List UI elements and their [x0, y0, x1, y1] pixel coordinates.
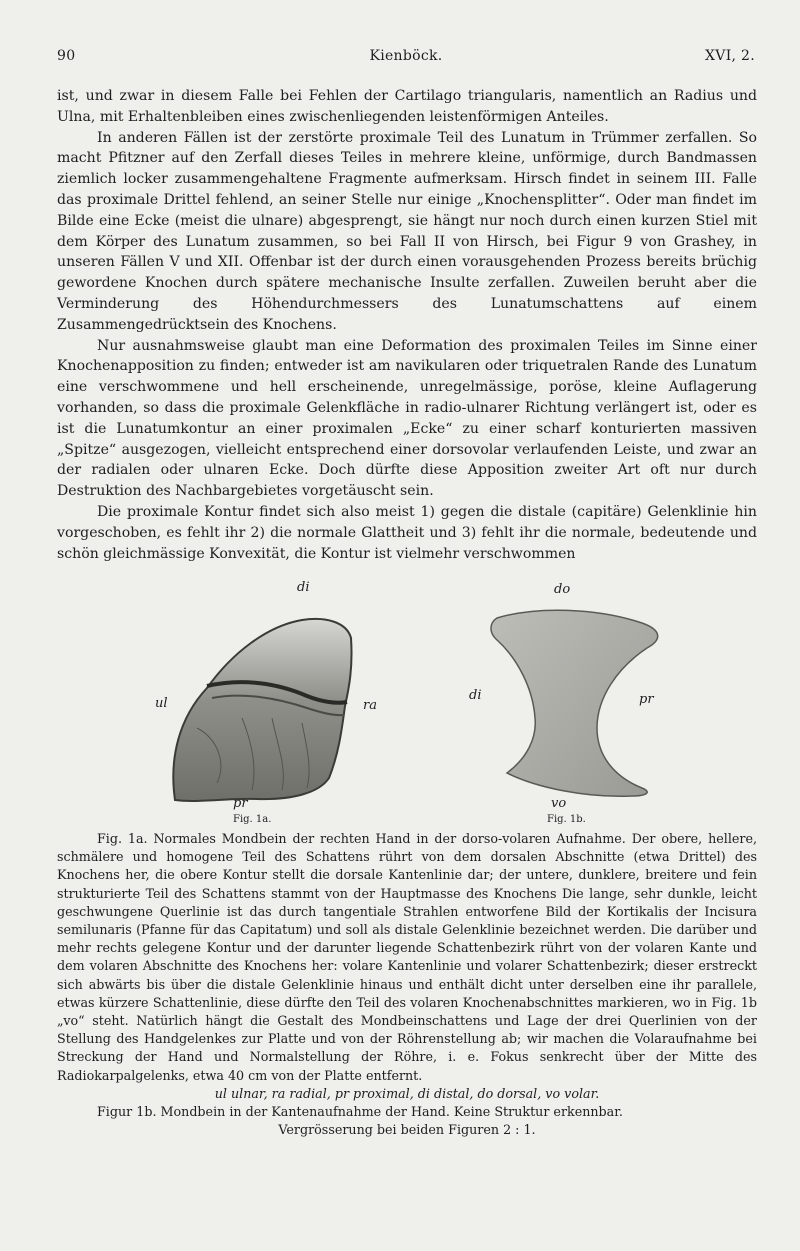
label-ra: ra	[363, 698, 377, 713]
paragraph: In anderen Fällen ist der zerstörte proximale Teil des Lunatum in Trümmer zerfallen. So macht Pfitzner auf den Zerfall dieses Teiles in mehrere kleine, unförmige, durch Bandmassen ziemlich locker zusammengehaltene Fragmente aufmerksam. Hirsch findet in seinem III. Falle das proximale Drittel fehlend, an seiner Stelle nur einige „Knochensplitter“. Oder man findet im Bilde eine Ecke (meist die ulnare) abgesprengt, sie hängt nur noch durch einen kurzen Stiel mit dem Körper des Lunatum zusammen, so bei Fall II von Hirsch, bei Figur 9 von Grashey, in unseren Fällen V und XII. Offenbar ist der durch einen vorausgehenden Prozess bereits brüchig gewordene Knochen durch spätere mechanische Insulte zerfallen. Zuweilen beruht aber die Verminderung des Höhendurchmessers des Lunatumschattens auf einem Zusammengedrücktsein des Knochens.	[57, 129, 757, 333]
fig-1a-caption: Fig. 1a.	[233, 814, 272, 825]
page-number: 90	[57, 48, 76, 64]
label-di-1b: di	[469, 688, 482, 703]
caption-magnification: Vergrösserung bei beiden Figuren 2 : 1.	[278, 1122, 536, 1138]
label-do: do	[554, 582, 571, 597]
fig-1b-drawing	[491, 610, 658, 796]
body-text	[57, 86, 757, 564]
label-pr-1a: pr	[233, 796, 248, 811]
label-di-1a: di	[297, 580, 310, 595]
caption-legend: ul ulnar, ra radial, pr proximal, di distal, do dorsal, vo volar.	[214, 1085, 600, 1101]
running-header	[57, 48, 755, 70]
label-vo: vo	[551, 796, 567, 811]
paragraph: Nur ausnahmsweise glaubt man eine Deformation des proximalen Teiles im Sinne einer Knochenapposition zu finden; entweder ist am navikularen oder triquetralen Rande des Lunatum eine verschwommene und hell erscheinende, unregelmässige, poröse, kleine Auflagerung vorhanden, so dass die proximale Gelenkfläche in radio-ulnarer Richtung verlängert ist, oder es ist die Lunatumkontur an einer proximalen „Ecke“ zu einer scharf konturierten massiven „Spitze“ ausgezogen, vielleicht entsprechend einer dorsovolar verlaufenden Leiste, und zwar an der radialen oder ulnaren Ecke. Doch dürfte diese Apposition zweiter Art oft nur durch Destruktion des Nachbargebietes vorgetäuscht sein.	[57, 337, 757, 500]
label-pr-1b: pr	[639, 692, 654, 707]
paragraph: ist, und zwar in diesem Falle bei Fehlen der Cartilago triangularis, namentlich an Radius und Ulna, mit Erhaltenbleiben eines zwischenliegenden leistenförmigen Anteiles.	[57, 88, 757, 125]
volume-number: XVI, 2.	[705, 48, 755, 64]
paragraph: Die proximale Kontur findet sich also meist 1) gegen die distale (capitäre) Gelenklinie hin vorgeschoben, es fehlt ihr 2) die normale Glattheit und 3) fehlt ihr die normale, bedeutende und schön gleichmässige Konvexität, die Kontur ist vielmehr verschwommen	[57, 503, 757, 562]
caption-fig1a: Fig. 1a. Normales Mondbein der rechten Hand in der dorso-volaren Aufnahme. Der obere, hellere, schmälere und homogene Teil des Schattens rührt von dem dorsalen Abschnitte (etwa Drittel) des Knochens her, die obere Kontur stellt die dorsale Kantenlinie dar; der untere, dunklere, breitere und fein strukturierte Teil des Schattens stammt von der Hauptmasse des Knochens Die lange, sehr dunkle, leicht geschwungene Querlinie ist das durch tangentiale Strahlen entworfene Bild der Kortikalis der Incisura semilunaris (Pfanne für das Capitatum) und soll als distale Gelenklinie bezeichnet werden. Die darüber und mehr rechts gelegene Kontur und der darunter liegende Schattenbezirk rührt von der volaren Kante und dem volaren Abschnitte des Knochens her: volare Kantenlinie und volarer Schattenbezirk; dieser erstreckt sich abwärts bis über die distale Gelenklinie hinaus und enthält dicht unter derselben eine ihr parallele, etwas kürzere Schattenlinie, diese dürfte den Teil des volaren Knochenabschnittes markieren, wo in Fig. 1b „vo“ steht. Natürlich hängt die Gestalt des Mondbeinschattens und Lage der drei Querlinien von der Stellung des Handgelenkes zur Platte und von der Röhrenstellung ab; wir machen die Volaraufnahme bei Streckung der Hand und Normalstellung der Röhre, i. e. Fokus senkrecht über der Mitte des Radiokarpalgelenks, etwa 40 cm von der Platte entfernt.	[57, 831, 757, 1083]
label-ul: ul	[155, 696, 168, 711]
caption-fig1b: Figur 1b. Mondbein in der Kantenaufnahme der Hand. Keine Struktur erkennbar.	[97, 1104, 623, 1120]
figure-caption	[57, 830, 757, 1139]
running-title: Kienböck.	[369, 48, 443, 64]
figure-area	[57, 578, 757, 828]
fig-1b-caption: Fig. 1b.	[547, 814, 586, 825]
fig-1a-drawing	[173, 619, 351, 801]
